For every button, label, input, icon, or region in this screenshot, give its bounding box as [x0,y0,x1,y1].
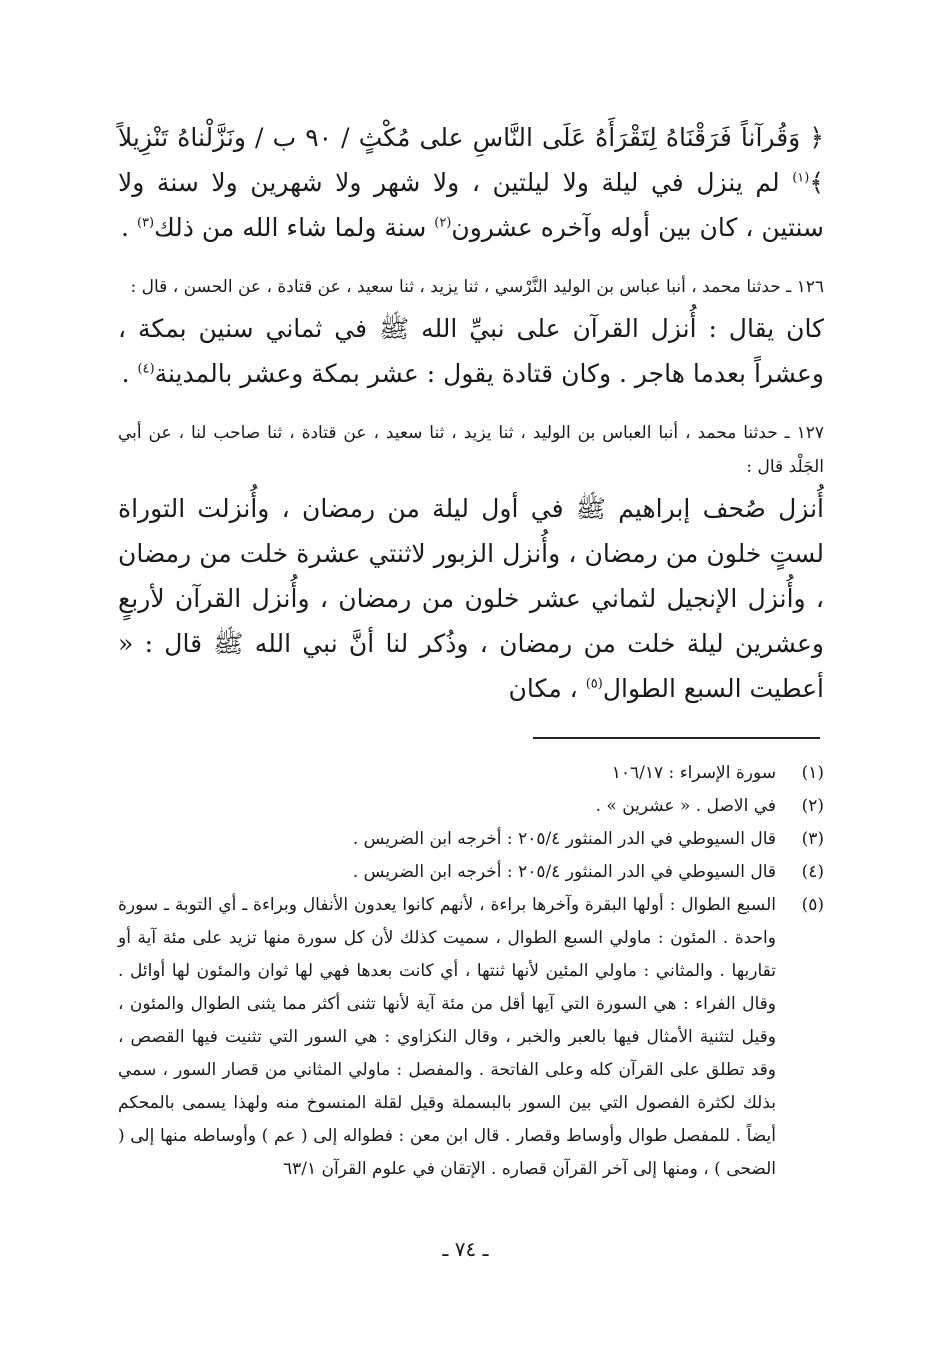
footnote-text: سورة الإسراء : ١٠٦/١٧ [611,763,776,783]
hadith-text: أُنزل صُحف إبراهيم ﷺ في أول ليلة من رمضان ، وأُنزلت التوراة لستٍ خلون من رمضان ، وأُنزل الزبور لاثنتي عشرة خلت من رمضان ، وأُنزل الإنجيل لثماني عشر خلون من رمضان ، وأُنزل القرآن لأربعٍ وعشرين ليلة خلت من رمضان ، وذُكر لنا أنَّ نبي الله ﷺ قال : « أعطيت السبع الطوال [118,494,824,703]
footnote-divider [533,737,820,739]
footnote-ref-1[interactable]: (١) [792,170,810,186]
paragraph-text: . [121,213,137,242]
hadith-127-isnad: ١٢٧ ـ حدثنا محمد ، أنبا العباس بن الوليد ، ثنا يزيد ، ثنا سعيد ، عن قتادة ، ثنا صاحب لنا ، عن أبي الجَلْد قال : [118,423,824,477]
footnote-1 [118,757,824,790]
footnote-2 [118,790,824,823]
footnote-ref-5[interactable]: (٥) [585,676,603,692]
footnote-text: قال السيوطي في الدر المنثور ٢٠٥/٤ : أخرجه ابن الضريس . [352,862,776,882]
verse-text: ﴿ وَقُرآناً فَرَقْنَاهُ لِتَقْرَأَهُ عَلَى النَّاسِ على مُكْثٍ / ٩٠ ب / ونَزَّلْناهُ تَنْزِيلاً ﴾ [118,123,824,197]
hadith-text: كان يقال : أُنزل القرآن على نبيِّ الله ﷺ في ثماني سنين بمكة ، وعشراً بعدما هاجر . وكان قتادة يقول : عشر بمكة وعشر بالمدينة [118,314,824,388]
main-text [118,115,824,711]
footnote-5 [118,889,824,1186]
hadith-126-isnad: ١٢٦ ـ حدثنا محمد ، أنبا عباس بن الوليد النَّرْسي ، ثنا يزيد ، ثنا سعيد ، عن قتادة ، عن الحسن ، قال : [130,277,824,297]
paragraph-quran-verse [118,115,824,250]
footnote-number: (٣) [801,829,824,849]
footnote-ref-2[interactable]: (٢) [434,215,452,231]
footnote-ref-4[interactable]: (٤) [137,361,155,377]
footnote-number: (١) [801,763,824,783]
footnote-number: (٤) [801,862,824,882]
paragraph-text: لم ينزل في ليلة ولا ليلتين ، ولا شهر ولا شهرين ولا سنة ولا سنتين ، كان بين أوله وآخره عشرون [118,168,824,242]
footnote-text: السبع الطوال : أولها البقرة وآخرها براءة ، لأنهم كانوا يعدون الأنفال وبراءة ـ أي التوبة ـ سورة واحدة . المئون : ماولي السبع الطوال ، سميت كذلك لأن كل سورة منها تزيد على مئة آية أو تقاربها . والمثاني : ماولي المئين لأنها ثنتها ، أي كانت بعدها فهي لها ثوان والمئون لها أوائل . وقال الفراء : هي السورة التي آيها أقل من مئة آية لأنها تثنى أكثر مما يثنى الطوال والمئون ، وقيل لتثنية الأمثال فيها بالعبر والخبر ، وقال النكزاوي : هي السور التي تثنيت فيها القصص ، وقد تطلق على القرآن كله وعلى الفاتحة . والمفصل : ماولي المثاني من قصار السور ، سمي بذلك لكثرة الفصول التي بين السور بالبسملة وقيل لقلة المنسوخ منه ولهذا يسمى بالمحكم أيضاً . للمفصل طوال وأوساط وقصار . قال ابن معن : فطواله إلى ( عم ) وأوساطه منها إلى ( الضحى ) ، ومنها إلى آخر القرآن قصاره . الإتقان في علوم القرآن ٦٣/١ [118,895,777,1179]
footnotes [118,757,824,1186]
footnote-number: (٥) [801,895,824,915]
footnote-text: قال السيوطي في الدر المنثور ٢٠٥/٤ : أخرجه ابن الضريس . [352,829,776,849]
hadith-text: . [121,359,138,388]
footnote-text: في الاصل . « عشرين » . [595,796,776,816]
hadith-127-text [118,486,824,711]
hadith-text: ، مكان [508,674,586,703]
footnote-3 [118,823,824,856]
footnote-4 [118,856,824,889]
hadith-126-text [118,306,824,396]
footnote-ref-3[interactable]: (٣) [136,215,155,231]
paragraph-text: سنة ولما شاء الله من ذلك [154,213,435,242]
footnote-number: (٢) [801,796,824,816]
page-number: ـ ٧٤ ـ [442,1237,489,1261]
